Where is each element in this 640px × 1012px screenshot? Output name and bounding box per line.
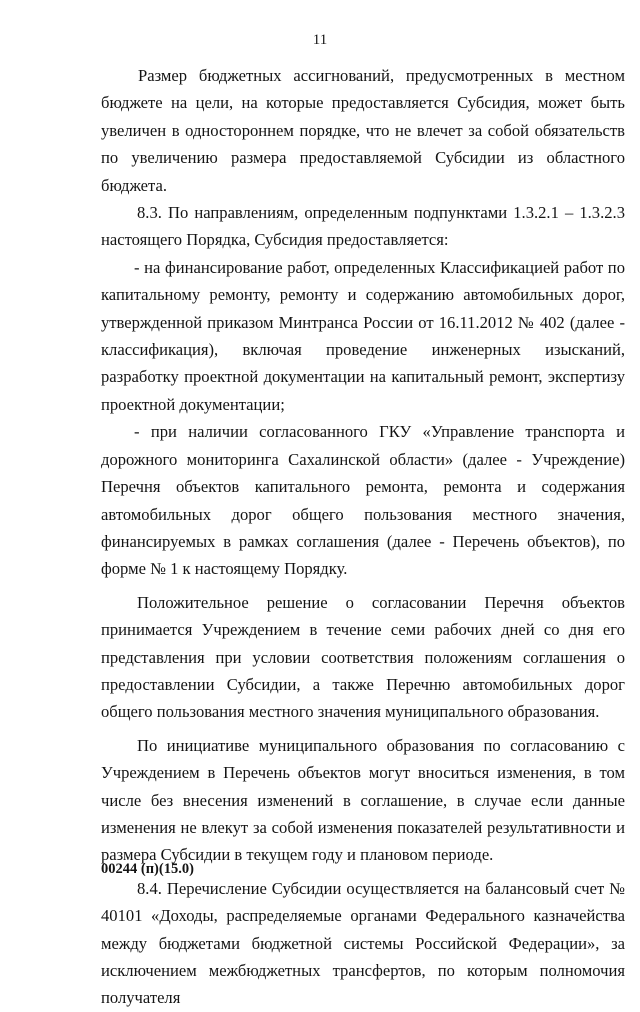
paragraph-agreed-list: - при наличии согласованного ГКУ «Управление транспорта и дорожного мониторинга Сахалинской области» (далее - Учреждение) Перечня объектов капитального ремонта, ремонта и содержания автомобильных дорог общего пользования местного значения, финансируемых в рамках соглашения (далее - Перечень объектов), по форме № 1 к настоящему Порядку. xyxy=(101,422,625,579)
paragraph-8-3: 8.3. По направлениям, определенным подпунктами 1.3.2.1 – 1.3.2.3 настоящего Порядка, Субсидия предоставляется: xyxy=(101,203,625,250)
paragraph-budget-allocation: Размер бюджетных ассигнований, предусмотренных в местном бюджете на цели, на которые предоставляется Субсидия, может быть увеличен в одностороннем порядке, что не влечет за собой обязательств по увеличению размера предоставляемой Субсидии из областного бюджета. xyxy=(101,66,625,195)
paragraph-positive-decision: Положительное решение о согласовании Перечня объектов принимается Учреждением в течение семи рабочих дней со дня его представления при условии соответствия положениям соглашения о предоставлении Субсидии, а также Перечню автомобильных дорог общего пользования местного значения муниципального образования. xyxy=(101,592,625,722)
paragraph-initiative-changes: По инициативе муниципального образования по согласованию с Учреждением в Перечень объектов могут вноситься изменения, в том числе без внесения изменений в соглашение, в случае если данные изменения не влекут за собой изменения показателей результативности и размера Субсидии в текущем году и плановом периоде. xyxy=(101,735,625,865)
paragraph-financing-works: - на финансирование работ, определенных Классификацией работ по капитальному ремонту, ремонту и содержанию автомобильных дорог, утвержденной приказом Минтранса России от 16.11.2012 № 402 (далее - классификация), включая проведение инженерных изысканий, разработку проектной документации на капитальный ремонт, экспертизу проектной документации; xyxy=(101,257,625,414)
page-number: 11 xyxy=(312,32,328,48)
paragraph-8-4: 8.4. Перечисление Субсидии осуществляется на балансовый счет № 40101 «Доходы, распределяемые органами Федерального казначейства между бюджетами бюджетной системы Российской Федерации», за исключением межбюджетных трансфертов, по которым полномочия получателя xyxy=(101,878,625,1008)
document-code: 00244 (п)(15.0) xyxy=(101,861,194,877)
